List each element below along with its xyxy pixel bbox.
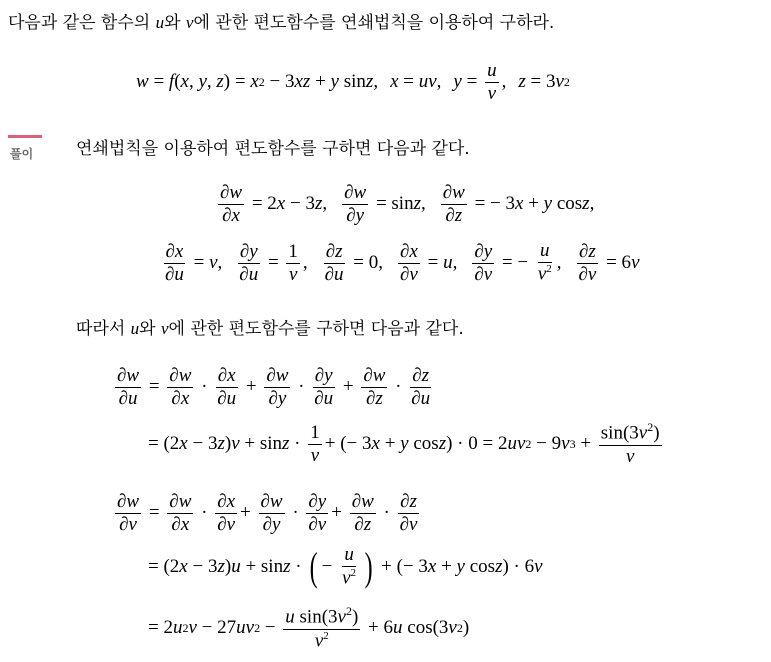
partials-xyz-equation: $\frac{\partial x}{\partial u}$ = v , $\frac{\partial y}{\partial u}$ = $\frac{1}{v}$ , $\frac{\partial z}{\partial u}$ = 0, $\frac{\partial x}{\partial v}$ = u , $\frac{\partial y}{\partial v}$ = − $\frac{u}{v^2}$ , $\frac{\partial z}{\partial v}$ = 6 v bbox=[165, 240, 640, 285]
dwdv-chain-rule: $\frac{\partial w}{\partial v}$ = $\frac{\partial w}{\partial x}$ · $\frac{\partial x}{\partial v}$ + $\frac{\partial w}{\partial y}$ · $\frac{\partial y}{\partial v}$ + $\frac{\partial w}{\partial z}$ · $\frac{\partial z}{\partial v}$ bbox=[117, 490, 418, 535]
solution-accent-bar bbox=[8, 135, 42, 138]
dwdv-result: = 2 u 2 v − 27 uv 2 − $\frac{u \sin(3v^2)}{v^2}$ + 6 u cos(3 v 2 ) bbox=[148, 604, 470, 651]
problem-statement: 다음과 같은 함수의 u와 v에 관한 편도함수를 연쇄법칙을 이용하여 구하라. bbox=[8, 13, 555, 33]
function-equation: w = f ( x , y , z ) = x 2 − 3 xz + y sin z , x = uv , y = $\frac{u}{v}$ , z = 3 v 2 bbox=[136, 59, 570, 104]
solution-badge: 풀이 bbox=[10, 147, 34, 161]
partials-w-equation: $\frac{\partial w}{\partial x}$ = 2 x − 3 z , $\frac{\partial w}{\partial y}$ = sin z , $\frac{\partial w}{\partial z}$ = − 3 x + y cos z , bbox=[220, 181, 595, 226]
then-statement: 따라서 u와 v에 관한 편도함수를 구하면 다음과 같다. bbox=[76, 319, 464, 339]
dwdv-expansion: = (2 x − 3 z ) u + sin z · ( − $\frac{u}{v^2}$ ) + (− 3 x + y cos z ) · 6 v bbox=[148, 544, 543, 589]
dwdu-result: = (2 x − 3 z ) v + sin z · $\frac{1}{v}$ + (− 3 x + y cos z ) · 0 = 2 uv 2 − 9 v 3 + $\frac{\sin(3v^2)}{v}$ bbox=[148, 420, 660, 467]
solution-intro: 연쇄법칙을 이용하여 편도함수를 구하면 다음과 같다. bbox=[76, 139, 470, 159]
dwdu-chain-rule: $\frac{\partial w}{\partial u}$ = $\frac{\partial w}{\partial x}$ · $\frac{\partial x}{\partial u}$ + $\frac{\partial w}{\partial y}$ · $\frac{\partial y}{\partial u}$ + $\frac{\partial w}{\partial z}$ · $\frac{\partial z}{\partial u}$ bbox=[117, 364, 431, 409]
